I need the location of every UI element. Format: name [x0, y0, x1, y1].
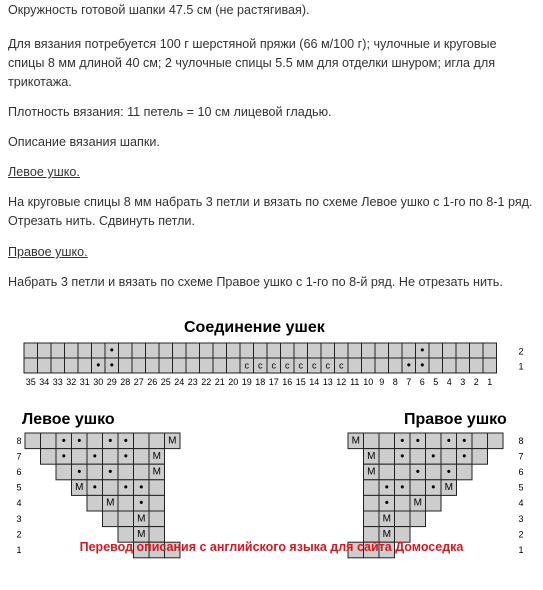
- right-ear-cell: [457, 464, 473, 480]
- join-column-number: 26: [147, 377, 158, 387]
- left-ear-cell: [72, 449, 88, 465]
- right-ear-cell: [410, 511, 426, 527]
- right-ear-cell: [379, 449, 395, 465]
- join-chart-cell: [267, 343, 281, 358]
- left-ear-cell: [118, 464, 134, 480]
- left-ear-row-number: 3: [16, 513, 22, 524]
- join-chart-cell: [173, 343, 187, 358]
- join-chart-cell: [119, 358, 133, 373]
- left-ear-row-number: 6: [16, 467, 22, 477]
- join-chart-cell: [78, 358, 92, 373]
- join-column-number: 16: [282, 377, 293, 387]
- join-column-number: 18: [255, 377, 266, 387]
- join-chart-cell: [483, 358, 497, 373]
- join-chart-cell: [213, 343, 227, 358]
- right-ear-cell: [364, 480, 380, 496]
- join-column-number: 21: [214, 377, 225, 387]
- right-ear-row-number: 7: [518, 451, 524, 462]
- join-chart-cell: [227, 343, 241, 358]
- left-ear-cell: [149, 495, 165, 511]
- join-chart-cell: [119, 343, 133, 358]
- right-ear-cell: [379, 464, 395, 480]
- left-ear-cell: [103, 480, 119, 496]
- join-chart-cell: [389, 343, 403, 358]
- stitch-dot-symbol: •: [415, 434, 420, 447]
- stitch-dot-symbol: •: [92, 481, 97, 494]
- left-ear-cell: [118, 495, 134, 511]
- left-ear-cell: [41, 433, 57, 449]
- join-column-number: 34: [39, 377, 50, 387]
- join-chart-cell: [362, 358, 376, 373]
- join-chart-cell: [362, 343, 376, 358]
- join-chart-cell: [200, 343, 214, 358]
- right-ear-row-number: 4: [518, 498, 524, 509]
- stitch-dot-symbol: •: [123, 481, 128, 494]
- join-column-number: 30: [93, 377, 104, 387]
- join-column-number: 20: [228, 377, 239, 387]
- stitch-m-symbol: M: [382, 513, 391, 525]
- join-column-number: 1: [487, 377, 493, 387]
- join-column-number: 33: [52, 377, 63, 387]
- join-chart-cell: [429, 343, 443, 358]
- join-chart-cell: [348, 358, 362, 373]
- stitch-m-symbol: M: [382, 528, 391, 540]
- join-column-number: 8: [392, 377, 398, 387]
- join-chart-cell: [254, 343, 268, 358]
- left-ear-row-number: 4: [16, 498, 22, 509]
- join-chart-cell: [24, 343, 38, 358]
- join-chart-cell: [65, 343, 79, 358]
- join-column-number: 4: [446, 377, 452, 387]
- stitch-dot-symbol: •: [384, 497, 389, 510]
- join-chart-cell: [51, 343, 65, 358]
- right-ear-cell: [364, 511, 380, 527]
- text-materials: Для вязания потребуется 100 г шерстяной пряжи (66 м/100 г); чулочные и круговые спицы 8 мм длиной 40 см; 2 чулочные спицы 5.5 мм для отделки шнуром; игла для трикотажа.: [8, 37, 497, 89]
- left-ear-row-number: 1: [16, 545, 22, 555]
- join-chart-cell: [402, 343, 416, 358]
- join-chart-cell: [186, 358, 200, 373]
- join-column-number: 29: [106, 377, 117, 387]
- join-chart-cell: [294, 343, 308, 358]
- join-column-number: 12: [336, 377, 347, 387]
- stitch-c-symbol: c: [298, 360, 303, 371]
- right-ear-row-number: 1: [518, 545, 524, 555]
- right-ear-cell: [379, 433, 395, 449]
- join-column-number: 15: [295, 377, 306, 387]
- left-ear-cell: [87, 464, 103, 480]
- stitch-dot-symbol: •: [420, 344, 425, 357]
- text-hat-description: Описание вязания шапки.: [8, 135, 160, 149]
- stitch-m-symbol: M: [137, 513, 146, 525]
- stitch-dot-symbol: •: [139, 481, 144, 494]
- stitch-dot-symbol: •: [123, 450, 128, 463]
- right-ear-row-number: 8: [518, 435, 524, 446]
- stitch-dot-symbol: •: [400, 481, 405, 494]
- join-chart-cell: [375, 358, 389, 373]
- stitch-dot-symbol: •: [400, 450, 405, 463]
- join-chart-cell: [429, 358, 443, 373]
- join-chart-cell: [335, 343, 349, 358]
- right-ear-cell: [488, 433, 504, 449]
- left-ear-cell: [134, 464, 150, 480]
- stitch-dot-symbol: •: [92, 450, 97, 463]
- right-ear-cell: [426, 433, 442, 449]
- stitch-dot-symbol: •: [108, 466, 113, 478]
- join-chart-cell: [146, 358, 160, 373]
- stitch-dot-symbol: •: [446, 434, 451, 447]
- right-ear-row-number: 3: [518, 513, 524, 524]
- join-chart-cell: [24, 358, 38, 373]
- join-chart-cell: [443, 358, 457, 373]
- join-column-number: 32: [66, 377, 77, 387]
- join-column-number: 19: [241, 377, 252, 387]
- heading-left-ear: Левое ушко.: [8, 165, 80, 179]
- stitch-dot-symbol: •: [462, 450, 467, 463]
- left-ear-row-number: 7: [16, 451, 22, 462]
- left-ear-cell: [149, 480, 165, 496]
- join-chart-cell: [200, 358, 214, 373]
- join-column-number: 35: [25, 377, 36, 387]
- left-ear-cell: [41, 449, 57, 465]
- right-ear-cell: [472, 449, 488, 465]
- join-chart-cell: [443, 343, 457, 358]
- join-chart-cell: [38, 358, 52, 373]
- left-ear-chart-title: Левое ушко: [22, 411, 115, 428]
- left-ear-row-number: 2: [16, 529, 22, 540]
- left-ear-cell: [103, 511, 119, 527]
- join-chart-cell: [470, 343, 484, 358]
- right-ear-cell: [395, 495, 411, 511]
- join-column-number: 11: [350, 377, 360, 387]
- stitch-c-symbol: c: [271, 360, 276, 371]
- join-chart-cell: [38, 343, 52, 358]
- left-ear-cell: [118, 511, 134, 527]
- stitch-dot-symbol: •: [77, 434, 82, 447]
- join-column-number: 13: [322, 377, 333, 387]
- stitch-dot-symbol: •: [400, 434, 405, 447]
- stitch-dot-symbol: •: [123, 434, 128, 447]
- right-ear-cell: [395, 511, 411, 527]
- left-ear-cell: [25, 433, 41, 449]
- stitch-dot-symbol: •: [406, 359, 411, 372]
- join-chart-cell: [213, 358, 227, 373]
- stitch-dot-symbol: •: [462, 434, 467, 447]
- join-chart-cell: [146, 343, 160, 358]
- join-column-number: 25: [160, 377, 171, 387]
- join-chart-cell: [470, 358, 484, 373]
- join-chart-cell: [92, 343, 106, 358]
- join-column-number: 22: [201, 377, 212, 387]
- left-ear-cell: [149, 511, 165, 527]
- join-column-number: 6: [419, 377, 425, 387]
- stitch-dot-symbol: •: [109, 344, 114, 357]
- stitch-dot-symbol: •: [446, 466, 451, 478]
- left-ear-cell: [134, 449, 150, 465]
- right-ear-row-number: 2: [518, 529, 524, 540]
- text-gauge: Плотность вязания: 11 петель = 10 см лицевой гладью.: [8, 105, 332, 119]
- join-chart-cell: [159, 358, 173, 373]
- right-ear-cell: [426, 495, 442, 511]
- stitch-m-symbol: M: [152, 466, 161, 478]
- join-chart-cell: [186, 343, 200, 358]
- right-ear-cell: [395, 464, 411, 480]
- translation-credit: Перевод описания с английского языка для сайта Домоседка: [79, 540, 464, 554]
- stitch-c-symbol: c: [258, 360, 263, 371]
- join-row-number: 2: [518, 346, 524, 357]
- join-column-number: 2: [473, 377, 479, 387]
- join-row-number: 1: [518, 361, 524, 372]
- stitch-dot-symbol: •: [139, 497, 144, 510]
- right-ear-cell: [410, 480, 426, 496]
- stitch-m-symbol: M: [137, 528, 146, 540]
- stitch-m-symbol: M: [367, 466, 376, 478]
- right-ear-cell: [364, 495, 380, 511]
- stitch-m-symbol: M: [351, 435, 360, 447]
- left-ear-cell: [149, 433, 165, 449]
- left-ear-cell: [87, 433, 103, 449]
- join-column-number: 14: [309, 377, 320, 387]
- stitch-c-symbol: c: [325, 360, 330, 371]
- join-column-number: 7: [406, 377, 412, 387]
- text-right-ear: Набрать 3 петли и вязать по схеме Правое ушко с 1-го по 8-й ряд. Не отрезать нить.: [8, 275, 503, 289]
- join-chart-cell: [389, 358, 403, 373]
- join-chart-cell: [159, 343, 173, 358]
- join-column-number: 10: [363, 377, 374, 387]
- join-chart-cell: [51, 358, 65, 373]
- join-chart-cell: [321, 343, 335, 358]
- stitch-dot-symbol: •: [109, 359, 114, 372]
- stitch-m-symbol: M: [152, 450, 161, 462]
- stitch-c-symbol: c: [244, 360, 249, 371]
- join-chart-title: Соединение ушек: [184, 319, 325, 336]
- join-chart-cell: [240, 343, 254, 358]
- join-column-number: 28: [120, 377, 131, 387]
- join-column-number: 5: [433, 377, 439, 387]
- stitch-dot-symbol: •: [77, 466, 82, 478]
- right-ear-cell: [364, 433, 380, 449]
- join-chart-cell: [456, 343, 470, 358]
- join-chart-cell: [227, 358, 241, 373]
- right-ear-cell: [410, 449, 426, 465]
- join-chart-cell: [173, 358, 187, 373]
- join-column-number: 31: [79, 377, 90, 387]
- join-chart-cell: [375, 343, 389, 358]
- right-ear-cell: [472, 433, 488, 449]
- stitch-dot-symbol: •: [61, 434, 66, 447]
- right-ear-row-number: 5: [518, 482, 524, 493]
- stitch-dot-symbol: •: [108, 434, 113, 447]
- join-chart-cell: [281, 343, 295, 358]
- left-ear-cell: [87, 495, 103, 511]
- join-chart-cell: [456, 358, 470, 373]
- right-ear-cell: [441, 449, 457, 465]
- stitch-dot-symbol: •: [61, 450, 66, 463]
- stitch-m-symbol: M: [168, 435, 177, 447]
- join-chart-cell: [132, 343, 146, 358]
- stitch-c-symbol: c: [285, 360, 290, 371]
- stitch-dot-symbol: •: [431, 481, 436, 494]
- right-ear-chart-title: Правое ушко: [404, 411, 507, 428]
- stitch-dot-symbol: •: [415, 466, 420, 478]
- join-column-number: 17: [268, 377, 279, 387]
- join-column-number: 27: [133, 377, 144, 387]
- stitch-m-symbol: M: [444, 482, 453, 494]
- stitch-m-symbol: M: [413, 497, 422, 509]
- stitch-c-symbol: c: [339, 360, 344, 371]
- stitch-dot-symbol: •: [384, 481, 389, 494]
- left-ear-cell: [134, 433, 150, 449]
- join-column-number: 23: [187, 377, 198, 387]
- join-column-number: 24: [174, 377, 185, 387]
- left-ear-row-number: 8: [16, 435, 22, 446]
- heading-right-ear: Правое ушко.: [8, 245, 88, 259]
- left-ear-cell: [103, 449, 119, 465]
- stitch-m-symbol: M: [106, 497, 115, 509]
- stitch-dot-symbol: •: [431, 450, 436, 463]
- left-ear-cell: [56, 464, 72, 480]
- stitch-m-symbol: M: [75, 482, 84, 494]
- stitch-c-symbol: c: [312, 360, 317, 371]
- stitch-dot-symbol: •: [420, 359, 425, 372]
- text-left-ear: На круговые спицы 8 мм набрать 3 петли и вязать по схеме Левое ушко с 1-го по 8-1 ряд. Отрезать нить. Сдвинуть петли.: [8, 195, 533, 228]
- join-chart-cell: [483, 343, 497, 358]
- right-ear-row-number: 6: [518, 467, 524, 477]
- left-ear-row-number: 5: [16, 482, 22, 493]
- join-chart-cell: [308, 343, 322, 358]
- join-chart-cell: [65, 358, 79, 373]
- join-chart-cell: [78, 343, 92, 358]
- stitch-m-symbol: M: [367, 450, 376, 462]
- join-column-number: 9: [379, 377, 385, 387]
- join-chart-cell: [132, 358, 146, 373]
- join-column-number: 3: [460, 377, 466, 387]
- stitch-dot-symbol: •: [96, 359, 101, 372]
- right-ear-cell: [426, 464, 442, 480]
- text-circumference: Окружность готовой шапки 47.5 см (не растягивая).: [8, 3, 310, 17]
- join-chart-cell: [348, 343, 362, 358]
